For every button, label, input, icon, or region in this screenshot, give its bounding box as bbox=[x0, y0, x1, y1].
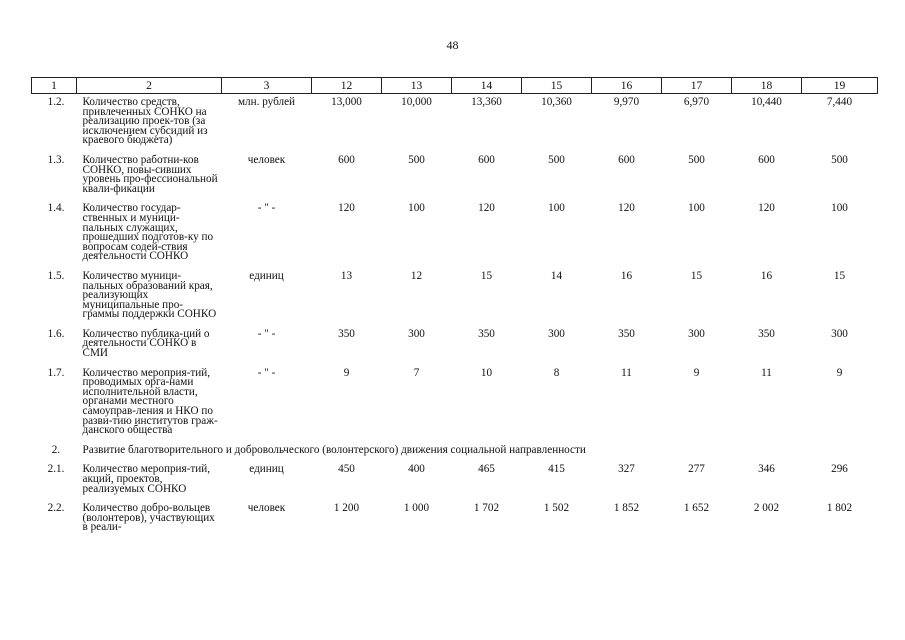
column-header: 3 bbox=[222, 78, 312, 94]
value-cell: 100 bbox=[831, 202, 848, 215]
value-cell: 1 200 bbox=[333, 502, 360, 515]
value-cell: 15 bbox=[690, 269, 703, 282]
table-header-row bbox=[32, 78, 878, 94]
column-header: 15 bbox=[522, 78, 592, 94]
section-title: Развитие благотворительного и добровольческого (волонтерского) движения социальной направленности bbox=[82, 443, 586, 456]
unit-cell: единиц bbox=[249, 463, 284, 476]
indicator-name: Количество средств, привлеченных СОНКО на реализацию проек-тов (за исключением субсидий из краевого бюджета) bbox=[82, 96, 208, 147]
value-cell: 13 bbox=[340, 269, 353, 282]
section-number: 2. bbox=[51, 443, 61, 456]
table-row bbox=[32, 152, 878, 200]
value-cell: 327 bbox=[618, 463, 635, 476]
indicator-name: Количество муници-пальных образований края, реализующих муниципальные про-граммы поддержки СОНКО bbox=[82, 269, 217, 321]
indicator-name: Количество государ-ственных и муници-пальных служащих, прошедших подготов-ку по вопросам содей-ствия деятельности СОНКО bbox=[82, 202, 214, 263]
value-cell: 300 bbox=[408, 327, 425, 340]
value-cell: 11 bbox=[761, 366, 772, 379]
value-cell: 9 bbox=[693, 366, 700, 379]
value-cell: 500 bbox=[548, 153, 565, 166]
table-row bbox=[32, 365, 878, 442]
value-cell: 1 852 bbox=[613, 502, 640, 515]
value-cell: 10,000 bbox=[401, 96, 432, 108]
column-header: 19 bbox=[802, 78, 878, 94]
value-cell: 350 bbox=[618, 327, 635, 340]
value-cell: 300 bbox=[548, 327, 565, 340]
row-number: 1.2. bbox=[47, 96, 65, 108]
table-row bbox=[32, 200, 878, 268]
indicator-name: Количество мероприя-тий, проводимых орга-нами исполнительной власти, органами местного самоуправ-ления и НКО по разви-тию институтов граж-данского общества bbox=[82, 366, 218, 437]
value-cell: 300 bbox=[831, 327, 848, 340]
value-cell: 1 652 bbox=[683, 502, 710, 515]
value-cell: 465 bbox=[478, 463, 495, 476]
column-header: 13 bbox=[382, 78, 452, 94]
column-header: 16 bbox=[592, 78, 662, 94]
indicator-name: Количество мероприя-тий, акций, проектов, реализуемых СОНКО bbox=[82, 463, 211, 495]
value-cell: 120 bbox=[478, 202, 495, 215]
value-cell: 400 bbox=[408, 463, 425, 476]
indicator-name: Количество добро-вольцев (волонтеров), участвующих в реали- bbox=[82, 502, 215, 534]
table-row bbox=[32, 268, 878, 326]
table-row bbox=[32, 94, 878, 152]
value-cell: 1 802 bbox=[826, 502, 853, 515]
value-cell: 10,360 bbox=[541, 96, 572, 108]
value-cell: 16 bbox=[760, 269, 773, 282]
page-number: 48 bbox=[446, 38, 459, 52]
column-header: 1 bbox=[32, 78, 77, 94]
value-cell: 16 bbox=[620, 269, 633, 282]
value-cell: 11 bbox=[621, 366, 632, 379]
unit-cell: - " - bbox=[257, 327, 276, 340]
value-cell: 8 bbox=[553, 366, 560, 379]
value-cell: 1 702 bbox=[473, 502, 500, 515]
value-cell: 415 bbox=[548, 463, 565, 476]
unit-cell: - " - bbox=[257, 202, 276, 215]
value-cell: 120 bbox=[618, 202, 635, 215]
value-cell: 2 002 bbox=[753, 502, 780, 515]
value-cell: 600 bbox=[758, 153, 775, 166]
value-cell: 600 bbox=[478, 153, 495, 166]
value-cell: 7,440 bbox=[826, 96, 853, 108]
value-cell: 13,000 bbox=[331, 96, 362, 108]
row-number: 1.5. bbox=[47, 269, 65, 282]
unit-cell: единиц bbox=[249, 269, 284, 282]
value-cell: 500 bbox=[831, 153, 848, 166]
unit-cell: млн. рублей bbox=[237, 96, 296, 108]
value-cell: 10,440 bbox=[751, 96, 782, 108]
row-number: 2.2. bbox=[47, 502, 65, 515]
value-cell: 15 bbox=[480, 269, 493, 282]
column-header: 14 bbox=[452, 78, 522, 94]
row-number: 1.6. bbox=[47, 327, 65, 340]
table-row bbox=[32, 461, 878, 500]
indicators-table bbox=[31, 77, 878, 539]
value-cell: 15 bbox=[833, 269, 846, 282]
value-cell: 350 bbox=[338, 327, 355, 340]
indicator-name: Количество публика-ций о деятельности СОНКО в СМИ bbox=[82, 327, 210, 360]
value-cell: 350 bbox=[758, 327, 775, 340]
value-cell: 100 bbox=[548, 202, 565, 215]
value-cell: 10 bbox=[480, 366, 493, 379]
value-cell: 14 bbox=[550, 269, 563, 282]
value-cell: 9 bbox=[343, 366, 350, 379]
row-number: 1.4. bbox=[47, 202, 65, 215]
value-cell: 600 bbox=[618, 153, 635, 166]
value-cell: 9,970 bbox=[613, 96, 640, 108]
value-cell: 12 bbox=[410, 269, 423, 282]
value-cell: 450 bbox=[338, 463, 355, 476]
unit-cell: человек bbox=[247, 153, 286, 166]
section-row bbox=[32, 442, 878, 462]
value-cell: 120 bbox=[338, 202, 355, 215]
row-number: 1.3. bbox=[47, 153, 65, 166]
value-cell: 500 bbox=[408, 153, 425, 166]
column-header: 18 bbox=[732, 78, 802, 94]
value-cell: 346 bbox=[758, 463, 775, 476]
unit-cell: человек bbox=[247, 502, 286, 515]
value-cell: 100 bbox=[688, 202, 705, 215]
value-cell: 6,970 bbox=[683, 96, 710, 108]
table-row bbox=[32, 500, 878, 539]
row-number: 1.7. bbox=[47, 366, 65, 379]
value-cell: 600 bbox=[338, 153, 355, 166]
value-cell: 350 bbox=[478, 327, 495, 340]
table-row bbox=[32, 326, 878, 365]
value-cell: 1 502 bbox=[543, 502, 570, 515]
value-cell: 7 bbox=[413, 366, 420, 379]
value-cell: 9 bbox=[836, 366, 843, 379]
value-cell: 1 000 bbox=[403, 502, 430, 515]
indicator-name: Количество работни-ков СОНКО, повы-сивших уровень про-фессиональной квали-фикации bbox=[82, 153, 218, 195]
value-cell: 296 bbox=[831, 463, 848, 476]
row-number: 2.1. bbox=[47, 463, 65, 476]
column-header: 17 bbox=[662, 78, 732, 94]
value-cell: 13,360 bbox=[471, 96, 502, 108]
value-cell: 277 bbox=[688, 463, 705, 476]
value-cell: 500 bbox=[688, 153, 705, 166]
unit-cell: - " - bbox=[257, 366, 276, 379]
value-cell: 120 bbox=[758, 202, 775, 215]
column-header: 2 bbox=[77, 78, 222, 94]
value-cell: 300 bbox=[688, 327, 705, 340]
column-header: 12 bbox=[312, 78, 382, 94]
value-cell: 100 bbox=[408, 202, 425, 215]
